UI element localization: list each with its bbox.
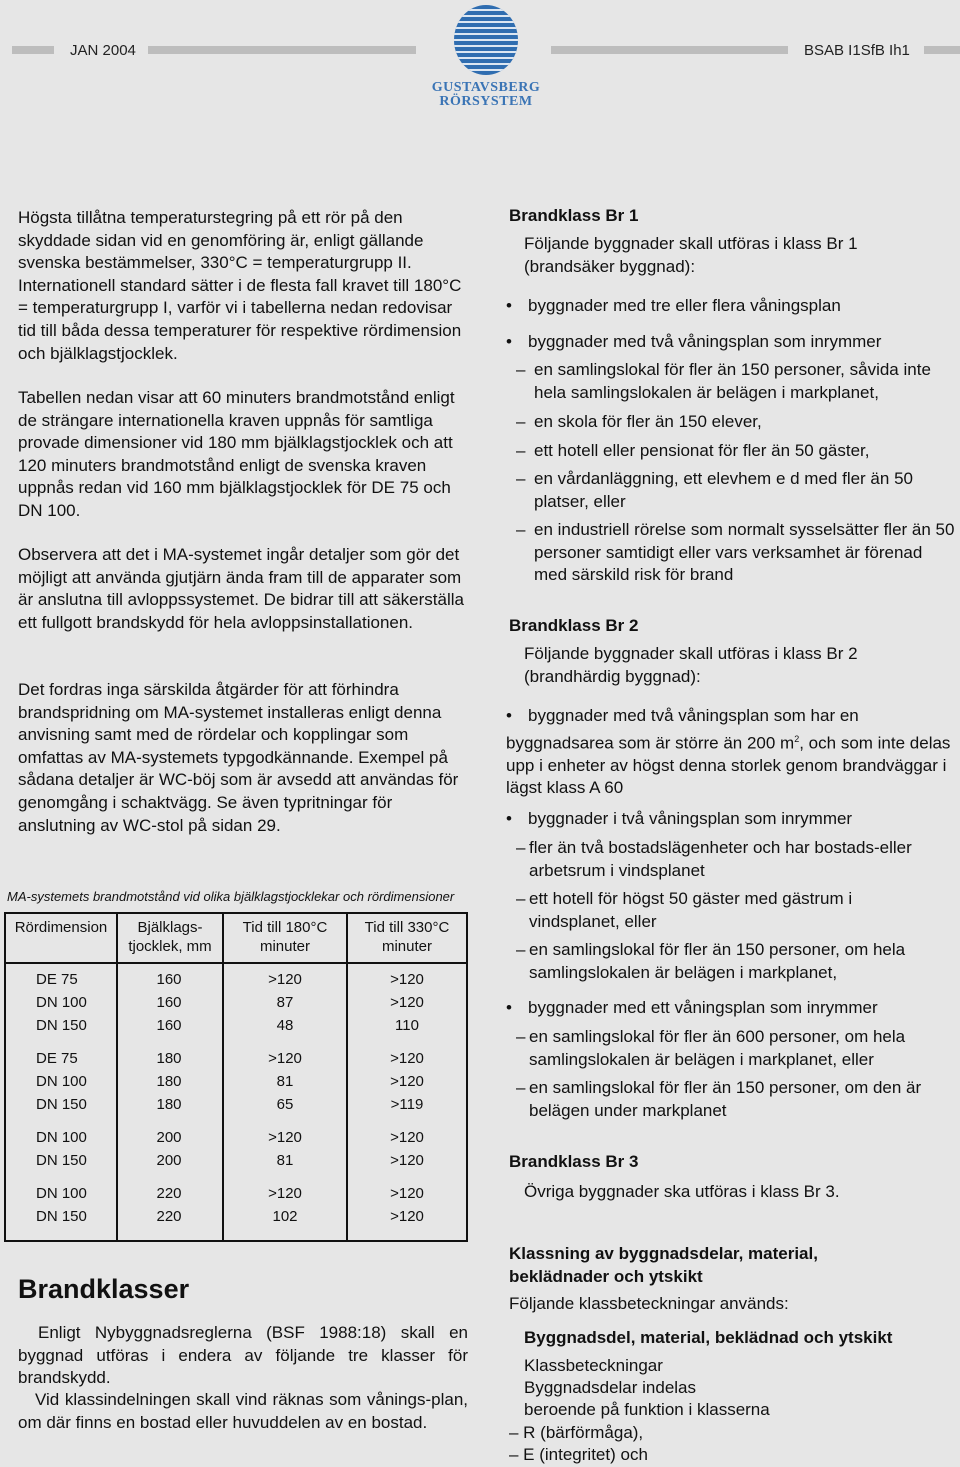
dash-icon: – (516, 520, 526, 539)
table-cell: 65 (276, 1096, 294, 1113)
dash-icon: – (516, 469, 526, 488)
table-header-cell: Tid till 180°C minuter (242, 919, 328, 955)
table-cell: >120 (390, 1208, 424, 1225)
dash-icon: – (516, 1027, 526, 1046)
table-cell: DN 150 (36, 1152, 87, 1169)
table-cell: 220 (156, 1185, 182, 1202)
table-cell: DE 75 (36, 1050, 78, 1067)
intro-paragraph-4: Det fordras inga särskilda åtgärder för att förhindra brandspridning om MA-systemet installeras enligt denna anvisning samt med de rördelar och kopplingar som omfattas av MA-systemets typgodkännande. Exempel på sådana detaljer är WC-böj som är avsedd att användas för genomgång i schaktvägg. Se även typritningar för anslutning av WC-stol på sidan 29. (18, 680, 459, 835)
brandklasser-title: Brandklasser (18, 1274, 190, 1304)
header-bar-right-1 (551, 46, 788, 54)
br1-heading: Brandklass Br 1 (509, 206, 639, 225)
bullet-icon: • (506, 296, 512, 315)
table-cell: 81 (276, 1152, 294, 1169)
dash-icon: – (516, 1078, 526, 1097)
table-cell: >120 (390, 1073, 424, 1090)
klassning-line-5: – E (integritet) och (509, 1445, 648, 1464)
table-cell: 220 (156, 1208, 182, 1225)
table-cell: 160 (156, 1017, 182, 1034)
klassning-line-3: beroende på funktion i klasserna (524, 1400, 770, 1419)
table-cell: DN 150 (36, 1208, 87, 1225)
table-cell: 180 (156, 1096, 182, 1113)
table-cell: >120 (268, 1129, 302, 1146)
klassning-intro: Följande klassbeteckningar används: (509, 1294, 789, 1313)
table-cell: 200 (156, 1129, 182, 1146)
table-cell: DN 100 (36, 1185, 87, 1202)
klassning-line-2: Byggnadsdelar indelas (524, 1378, 697, 1397)
table-cell: >120 (390, 1185, 424, 1202)
header-bar-left-2 (148, 46, 416, 54)
logo-text-line2: RÖRSYSTEM (439, 94, 533, 109)
fire-resistance-table (4, 912, 468, 1242)
table-cell: >119 (390, 1096, 424, 1113)
table-cell: >120 (390, 1152, 424, 1169)
table-cell: 180 (156, 1050, 182, 1067)
globe-logo-icon (453, 4, 519, 76)
table-cell: 160 (156, 971, 182, 988)
dash-icon: – (516, 838, 526, 857)
table-cell: 180 (156, 1073, 182, 1090)
table-cell: 81 (276, 1073, 294, 1090)
br1-intro: Följande byggnader skall utföras i klass Br 1 (brandsäker byggnad): (524, 234, 858, 276)
table-header-cell: Rördimension (14, 919, 108, 936)
table-cell: DN 150 (36, 1096, 87, 1113)
table-caption: MA-systemets brandmotstånd vid olika bjälklagstjocklekar och rördimensioner (7, 889, 455, 904)
klassning-subheading: Byggnadsdel, material, beklädnad och ytskikt (524, 1328, 893, 1347)
br3-text: Övriga byggnader ska utföras i klass Br 3. (524, 1182, 840, 1201)
brandklasser-paragraph-2: Vid klassindelningen skall vind räknas som vånings-plan, om där finns en bostad eller huvuddelen av en bostad. (18, 1390, 468, 1432)
logo-text-line1: GUSTAVSBERG (431, 80, 541, 95)
header-date: JAN 2004 (70, 42, 136, 59)
table-header-cell: Bjälklags- tjocklek, mm (128, 919, 212, 955)
bullet-icon: • (506, 809, 512, 828)
table-cell: 87 (276, 994, 294, 1011)
table-cell: >120 (390, 1129, 424, 1146)
br3-heading: Brandklass Br 3 (509, 1152, 639, 1171)
bullet-icon: • (506, 998, 512, 1017)
table-header-divider (6, 962, 466, 964)
table-cell: 102 (272, 1208, 298, 1225)
klassning-heading: Klassning av byggnadsdelar, material, beklädnader och ytskikt (509, 1244, 818, 1286)
table-cell: DE 75 (36, 971, 78, 988)
br2-intro: Följande byggnader skall utföras i klass Br 2 (brandhärdig byggnad): (524, 644, 858, 686)
bullet-icon: • (506, 706, 512, 725)
header-code: BSAB I1SfB Ih1 (804, 42, 910, 59)
brandklasser-paragraph-1: Enligt Nybyggnadsreglerna (BSF 1988:18) skall en byggnad utföras i endera av följande tre klasser för brandskydd. (18, 1323, 468, 1388)
table-cell: 160 (156, 994, 182, 1011)
table-cell: DN 100 (36, 994, 87, 1011)
table-header-cell: Tid till 330°C minuter (364, 919, 450, 955)
klassning-line-4: – R (bärförmåga), (509, 1423, 644, 1442)
table-cell: >120 (390, 994, 424, 1011)
table-cell: DN 100 (36, 1073, 87, 1090)
table-cell: >120 (390, 1050, 424, 1067)
intro-paragraph-3: Observera att det i MA-systemet ingår detaljer som gör det möjligt att använda gjutjärn ända fram till de apparater som är anslutna till avloppssystemet. De bidrar till att säkerställa ett fullgott brandskydd för hela avloppsinstallationen. (18, 545, 464, 632)
dash-icon: – (516, 360, 526, 379)
intro-paragraph-1: Högsta tillåtna temperaturstegring på ett rör på den skyddade sidan vid en genomföring är, enligt gällande svenska bestämmelser, 330°C = temperaturgrupp II. Internationell standard sätter i de flesta fall kravet till 180°C = temperaturgrupp I, varför vi i tabellerna nedan redovisar tid till båda dessa temperaturer för respektive rördimension och bjälklagstjocklek. (18, 208, 462, 363)
bullet-icon: • (506, 332, 512, 351)
table-cell: 200 (156, 1152, 182, 1169)
br2-heading: Brandklass Br 2 (509, 616, 639, 635)
dash-icon: – (516, 441, 526, 460)
table-cell: >120 (268, 971, 302, 988)
table-cell: 48 (276, 1017, 294, 1034)
klassning-line-1: Klassbeteckningar (524, 1356, 663, 1375)
table-cell: 110 (395, 1017, 419, 1034)
table-cell: >120 (390, 971, 424, 988)
header-bar-right-2 (924, 46, 960, 54)
table-cell: >120 (268, 1050, 302, 1067)
header-bar-left-1 (12, 46, 54, 54)
dash-icon: – (516, 889, 526, 908)
intro-paragraph-2: Tabellen nedan visar att 60 minuters brandmotstånd enligt de strängare internationella kraven uppnås för samtliga provade dimensioner vid 180 mm bjälklagstjocklek och att 120 minuters brandmotstånd enligt de svenska kraven uppnås redan vid 160 mm bjälklagstjocklek för DE 75 och DN 100. (18, 388, 455, 520)
table-cell: >120 (268, 1185, 302, 1202)
dash-icon: – (516, 412, 526, 431)
dash-icon: – (516, 940, 526, 959)
table-cell: DN 150 (36, 1017, 87, 1034)
table-cell: DN 100 (36, 1129, 87, 1146)
